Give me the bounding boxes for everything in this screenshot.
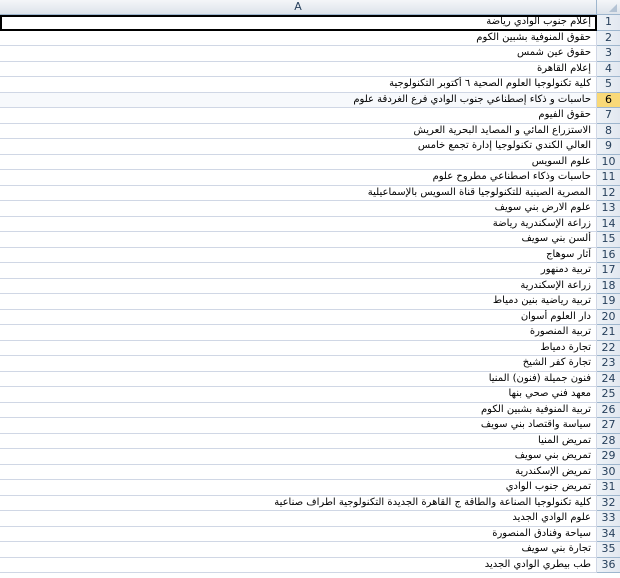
select-all-corner[interactable] (597, 0, 620, 14)
cell-a[interactable]: إعلام القاهرة (0, 62, 597, 78)
row-number[interactable]: 19 (597, 294, 620, 310)
cell-a[interactable]: علوم الارض بني سويف (0, 201, 597, 217)
table-row (0, 325, 620, 341)
table-row (0, 186, 620, 202)
table-row (0, 558, 620, 574)
column-header-bar (0, 0, 620, 15)
table-row (0, 201, 620, 217)
row-number[interactable]: 25 (597, 387, 620, 403)
cell-a[interactable]: سياسة واقتصاد بني سويف (0, 418, 597, 434)
row-number[interactable]: 3 (597, 46, 620, 62)
table-row (0, 124, 620, 140)
row-number[interactable]: 23 (597, 356, 620, 372)
cell-a[interactable]: تجارة بني سويف (0, 542, 597, 558)
cell-a[interactable]: تربية المنوفية بشبين الكوم (0, 403, 597, 419)
table-row (0, 496, 620, 512)
table-row (0, 217, 620, 233)
row-number[interactable]: 2 (597, 31, 620, 47)
row-number[interactable]: 14 (597, 217, 620, 233)
cell-a[interactable]: معهد فني صحي بنها (0, 387, 597, 403)
row-number[interactable]: 17 (597, 263, 620, 279)
row-number[interactable]: 24 (597, 372, 620, 388)
table-row (0, 527, 620, 543)
cell-a[interactable]: تربية رياضية بنين دمياط (0, 294, 597, 310)
row-number[interactable]: 8 (597, 124, 620, 140)
row-number[interactable]: 20 (597, 310, 620, 326)
cell-a[interactable]: طب بيطري الوادي الجديد (0, 558, 597, 574)
cell-a[interactable]: علوم السويس (0, 155, 597, 171)
table-row (0, 279, 620, 295)
cell-a[interactable]: الاستزراع المائي و المصايد البحرية العريش (0, 124, 597, 140)
cell-a[interactable]: كلية تكنولوجيا العلوم الصحية ٦ أكتوبر التكنولوجية (0, 77, 597, 93)
table-row (0, 403, 620, 419)
row-number[interactable]: 4 (597, 62, 620, 78)
table-row (0, 108, 620, 124)
row-number[interactable]: 5 (597, 77, 620, 93)
cell-a[interactable]: حقوق عين شمس (0, 46, 597, 62)
cell-a[interactable]: سياحة وفنادق المنصورة (0, 527, 597, 543)
cell-a[interactable]: كلية تكنولوجيا الصناعة والطاقة ج القاهرة الجديدة التكنولوجية اطراف صناعية (0, 496, 597, 512)
table-row (0, 31, 620, 47)
row-number[interactable]: 13 (597, 201, 620, 217)
table-row (0, 62, 620, 78)
row-number[interactable]: 18 (597, 279, 620, 295)
table-row (0, 449, 620, 465)
table-row (0, 387, 620, 403)
row-number[interactable]: 36 (597, 558, 620, 574)
column-header-a[interactable]: A (0, 0, 597, 14)
row-number[interactable]: 7 (597, 108, 620, 124)
row-number[interactable]: 27 (597, 418, 620, 434)
row-number[interactable]: 1 (597, 15, 620, 31)
cell-a[interactable]: زراعة الإسكندرية رياضة (0, 217, 597, 233)
row-number[interactable]: 29 (597, 449, 620, 465)
row-number[interactable]: 35 (597, 542, 620, 558)
row-number[interactable]: 9 (597, 139, 620, 155)
cell-a[interactable]: تمريض المنيا (0, 434, 597, 450)
row-number[interactable]: 32 (597, 496, 620, 512)
row-number[interactable]: 26 (597, 403, 620, 419)
row-number[interactable]: 31 (597, 480, 620, 496)
cell-a[interactable]: إعلام جنوب الوادي رياضة (0, 15, 597, 31)
cell-a[interactable]: تجارة كفر الشيخ (0, 356, 597, 372)
row-number[interactable]: 28 (597, 434, 620, 450)
table-row (0, 46, 620, 62)
cell-a[interactable]: تمريض جنوب الوادي (0, 480, 597, 496)
table-row (0, 155, 620, 171)
cell-a[interactable]: فنون جميلة (فنون) المنيا (0, 372, 597, 388)
table-row (0, 93, 620, 109)
row-number[interactable]: 30 (597, 465, 620, 481)
row-number[interactable]: 11 (597, 170, 620, 186)
table-row (0, 294, 620, 310)
table-row (0, 341, 620, 357)
cell-a[interactable]: آثار سوهاج (0, 248, 597, 264)
cell-a[interactable]: علوم الوادي الجديد (0, 511, 597, 527)
rows-container (0, 15, 620, 573)
table-row (0, 434, 620, 450)
table-row (0, 372, 620, 388)
row-number[interactable]: 6 (597, 93, 620, 109)
table-row (0, 310, 620, 326)
table-row (0, 263, 620, 279)
row-number[interactable]: 10 (597, 155, 620, 171)
cell-a[interactable]: زراعة الإسكندرية (0, 279, 597, 295)
cell-a[interactable]: حقوق الفيوم (0, 108, 597, 124)
row-number[interactable]: 12 (597, 186, 620, 202)
row-number[interactable]: 21 (597, 325, 620, 341)
cell-a[interactable]: ألسن بني سويف (0, 232, 597, 248)
cell-a[interactable]: حقوق المنوفية بشبين الكوم (0, 31, 597, 47)
cell-a[interactable]: المصرية الصينية للتكنولوجيا قناة السويس بالإسماعيلية (0, 186, 597, 202)
table-row (0, 170, 620, 186)
row-number[interactable]: 16 (597, 248, 620, 264)
table-row (0, 465, 620, 481)
table-row (0, 77, 620, 93)
cell-a[interactable]: حاسبات وذكاء اصطناعي مطروح علوم (0, 170, 597, 186)
table-row (0, 15, 620, 31)
cell-a[interactable]: دار العلوم أسوان (0, 310, 597, 326)
cell-a[interactable]: تربية دمنهور (0, 263, 597, 279)
cell-a[interactable]: تجارة دمياط (0, 341, 597, 357)
table-row (0, 232, 620, 248)
cell-a[interactable]: تمريض الإسكندرية (0, 465, 597, 481)
cell-a[interactable]: تمريض بني سويف (0, 449, 597, 465)
table-row (0, 418, 620, 434)
table-row (0, 542, 620, 558)
table-row (0, 248, 620, 264)
row-number[interactable]: 33 (597, 511, 620, 527)
table-row (0, 511, 620, 527)
table-row (0, 480, 620, 496)
row-number[interactable]: 22 (597, 341, 620, 357)
cell-a[interactable]: حاسبات و ذكاء إصطناعي جنوب الوادي فرع الغردقة علوم (0, 93, 597, 109)
table-row (0, 356, 620, 372)
row-number[interactable]: 34 (597, 527, 620, 543)
cell-a[interactable]: العالي الكندي تكنولوجيا إدارة تجمع خامس (0, 139, 597, 155)
cell-a[interactable]: تربية المنصورة (0, 325, 597, 341)
row-number[interactable]: 15 (597, 232, 620, 248)
table-row (0, 139, 620, 155)
